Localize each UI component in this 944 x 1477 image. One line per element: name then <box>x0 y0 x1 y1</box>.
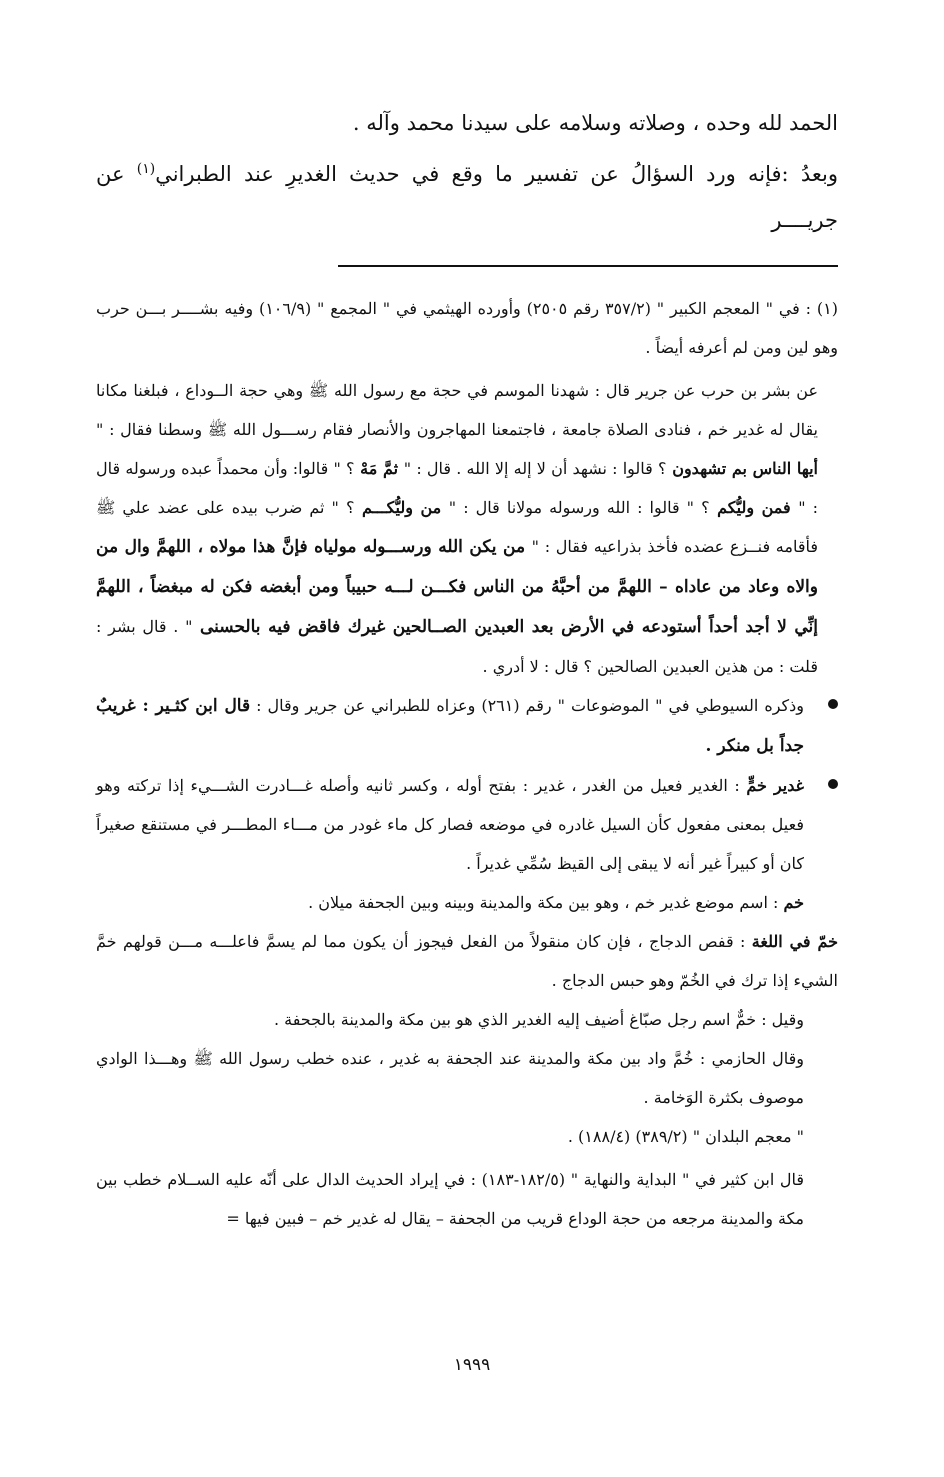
footnote-section <box>96 289 838 1238</box>
khumm-definition: خم : اسم موضع غدير خم ، وهو بين مكة والمدينة وبينه وبين الجحفة ميلان . <box>308 893 804 912</box>
bullet-ghadir: غدير خمٍّ : الغدير فعيل من الغدر ، غدير : بفتح أوله ، وكسر ثانيه وأصله غـــادرت الشـــيء إذا تركته وهو فعيل بمعنى مفعول كأن السيل غادره في موضعه فصار كل ماء غودر من مـــاء المطـــر في مستنقع صغيراً كان أو كبيراً غير أنه لا يبقى إلى القيظ سُمِّي غديراً . <box>96 766 838 883</box>
footnote-ref[interactable]: (١) <box>136 161 156 177</box>
hadith-text: عن بشر بن حرب عن جرير قال : شهدنا الموسم في حجة مع رسول الله ﷺ وهي حجة الــوداع ، فبلغنا مكانا يقال له غدير خم ، فنادى الصلاة جامعة ، فاجتمعنا المهاجرون والأنصار فقام رســـول الله ﷺ وسطنا فقال : " أيها الناس بم تشهدون ؟ قالوا : نشهد أن لا إله إلا الله . قال : " ثمَّ مَهْ ؟ " قالوا: وأن محمداً عبده ورسوله قال : " فمن وليُّكم ؟ " قالوا : الله ورسوله مولانا قال : " من وليُّكـــم ؟ " ثم ضرب بيده على عضد علي ﷺ فأقامه فنــزع عضده فأخذ بذراعيه فقال : " من يكن الله ورســـوله مولياه فإنَّ هذا مولاه ، اللهمَّ وال من والاه وعاد من عاداه – اللهمَّ من أحبَّهُ من الناس فكـــن لـــه حبيباً ومن أبغضه فكن له مبغضاً ، اللهمَّ إنِّي لا أجد أحداً أستودعه في الأرض بعد العبدين الصــالحين غيرك فاقض فيه بالحسنى " . قال بشر : قلت : من هذين العبدين الصالحين ؟ قال : لا أدري . <box>96 381 819 676</box>
opening-line: الحمد لله وحده ، وصلاته وسلامه على سيدنا محمد وآله . <box>352 111 838 135</box>
intro-line <box>96 146 838 243</box>
khumm-language: خمّ في اللغة : قفص الدجاج ، فإن كان منقولاً من الفعل فيجوز أن يكون مما لم يسمَّ فاعلـــه مـــن قولهم خمَّ الشيء إذا ترك في الخُمّ وهو حبس الدجاج . <box>96 932 839 990</box>
main-text <box>96 100 838 243</box>
khumm-man: وقيل : خمٌّ اسم رجل صبّاغ أضيف إليه الغدير الذي هو بين مكة والمدينة بالجحفة . <box>273 1010 804 1029</box>
mujam-reference: " معجم البلدان " (٣٨٩/٢) (١٨٨/٤) . <box>567 1127 804 1146</box>
page-number: ١٩٩٩ <box>453 1355 491 1375</box>
footnote-divider <box>338 265 838 267</box>
ibn-kathir-note: قال ابن كثير في " البداية والنهاية " (١٨٢/٥-١٨٣) : في إيراد الحديث الدال على أنّه عليه الســلام خطب بين مكة والمدينة مرجعه من حجة الوداع قريب من الجحفة – يقال له غدير خم – فبين فيها = <box>96 1170 805 1228</box>
intro-text-end: عن جريــــر <box>96 162 838 232</box>
footnote-source: (١) : في " المعجم الكبير " (٣٥٧/٢ رقم ٢٥٠٥) وأورده الهيثمي في " المجمع " (١٠٦/٩) وفيه بشــــر بـــن حرب وهو لين ومن لم أعرفه أيضاً . <box>96 299 838 357</box>
bullet-suyuti: وذكره السيوطي في " الموضوعات " رقم (٢٦١) وعزاه للطبراني عن جرير وقال : قال ابن كثـير : غريبٌ جداً بل منكر . <box>96 686 838 766</box>
hazimi-note: وقال الحازمي : خُمَّ واد بين مكة والمدينة عند الجحفة به غدير ، عنده خطب رسول الله ﷺ وهـــذا الوادي موصوف بكثرة الوَخامة . <box>96 1049 804 1107</box>
page-body <box>96 100 838 1238</box>
intro-text: وبعدُ :فإنه ورد السؤالُ عن تفسير ما وقع في حديث الغديرِ عند الطبراني <box>155 162 838 186</box>
